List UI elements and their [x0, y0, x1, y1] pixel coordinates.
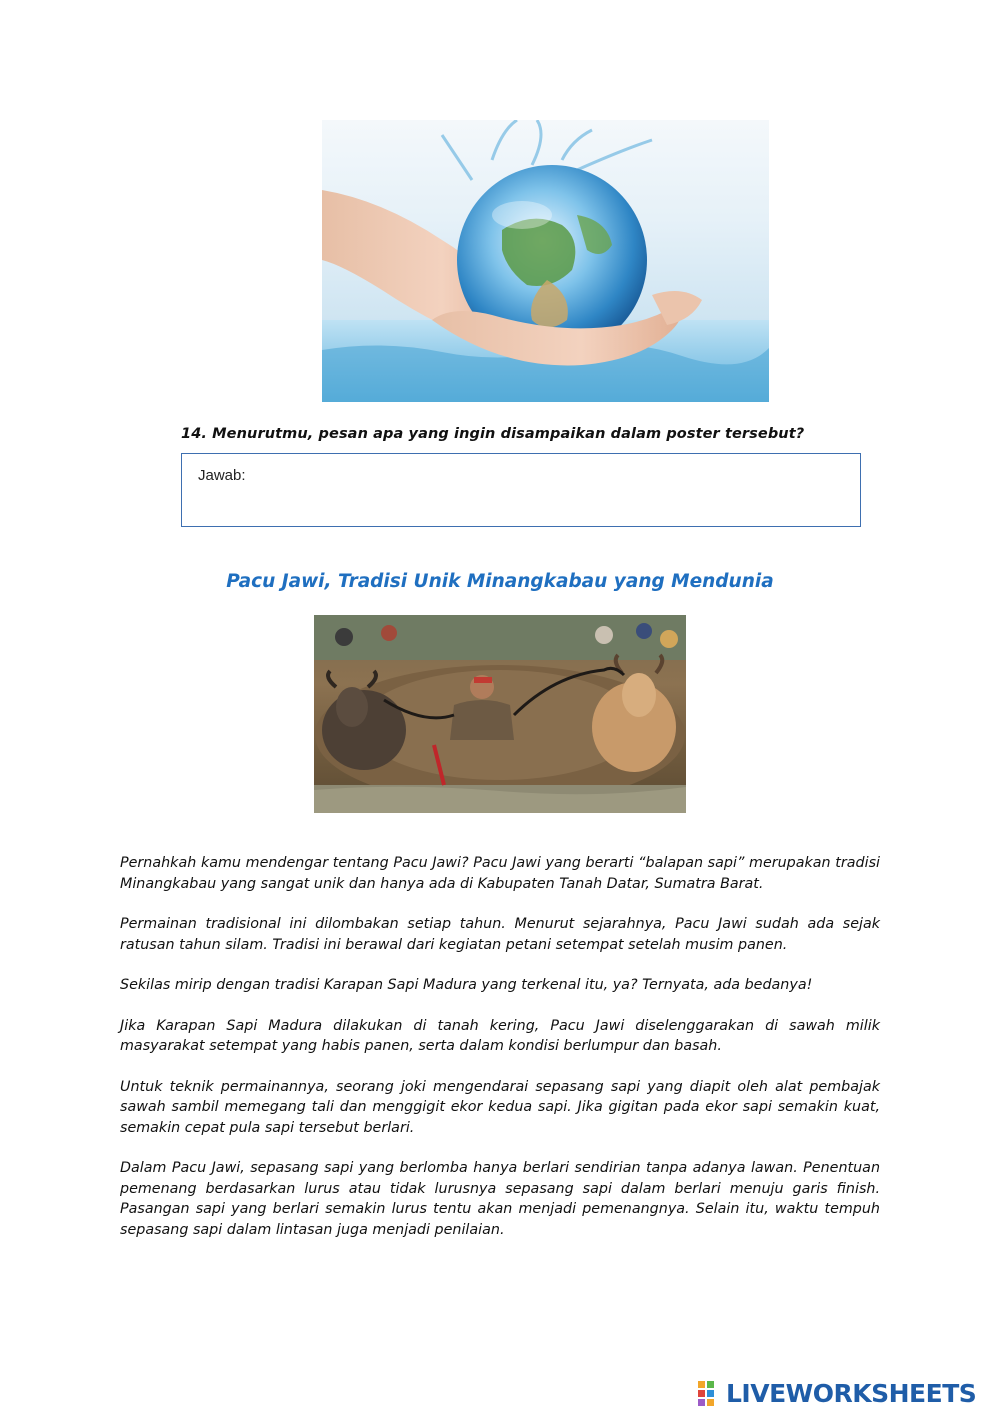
- pacu-jawi-photo: [314, 615, 686, 813]
- article-paragraph-3: Sekilas mirip dengan tradisi Karapan Sapi Madura yang terkenal itu, ya? Ternyata, ada bedanya!: [120, 977, 813, 993]
- answer-input-box[interactable]: [181, 453, 861, 527]
- article-title: Pacu Jawi, Tradisi Unik Minangkabau yang Mendunia: [226, 571, 774, 592]
- article-body: [120, 853, 880, 1260]
- water-globe-poster-image: [322, 120, 769, 402]
- article-paragraph-5: Untuk teknik permainannya, seorang joki mengendarai sepasang sapi yang diapit oleh alat pembajak sawah sambil memegang tali dan menggigit ekor kedua sapi. Jika gigitan pada ekor sapi semakin kuat, semakin cepat pula sapi tersebut berlari.: [120, 1078, 880, 1136]
- liveworksheets-logo-text: LIVEWORKSHEETS: [726, 1379, 977, 1408]
- question-14: 14. Menurutmu, pesan apa yang ingin disampaikan dalam poster tersebut?: [181, 426, 805, 442]
- article-paragraph-4: Jika Karapan Sapi Madura dilakukan di tanah kering, Pacu Jawi diselenggarakan di sawah milik masyarakat setempat yang habis panen, serta dalam kondisi berlumpur dan basah.: [120, 1017, 880, 1054]
- liveworksheets-blocks-icon: [698, 1381, 724, 1407]
- article-paragraph-1: Pernahkah kamu mendengar tentang Pacu Jawi? Pacu Jawi yang berarti “balapan sapi” merupakan tradisi Minangkabau yang sangat unik dan hanya ada di Kabupaten Tanah Datar, Sumatra Barat.: [120, 855, 880, 892]
- article-paragraph-2: Permainan tradisional ini dilombakan setiap tahun. Menurut sejarahnya, Pacu Jawi sudah ada sejak ratusan tahun silam. Tradisi ini berawal dari kegiatan petani setempat setelah musim panen.: [120, 916, 880, 953]
- liveworksheets-logo: [698, 1378, 994, 1412]
- answer-label: Jawab:: [198, 467, 246, 484]
- article-paragraph-6: Dalam Pacu Jawi, sepasang sapi yang berlomba hanya berlari sendirian tanpa adanya lawan. Penentuan pemenang berdasarkan lurus atau tidak lurusnya sepasang sapi dalam berlari menuju garis finish. Pasangan sapi yang berlari semakin lurus tentu akan menjadi pemenangnya. Selain itu, waktu tempuh sepasang sapi dalam lintasan juga menjadi penilaian.: [120, 1160, 880, 1238]
